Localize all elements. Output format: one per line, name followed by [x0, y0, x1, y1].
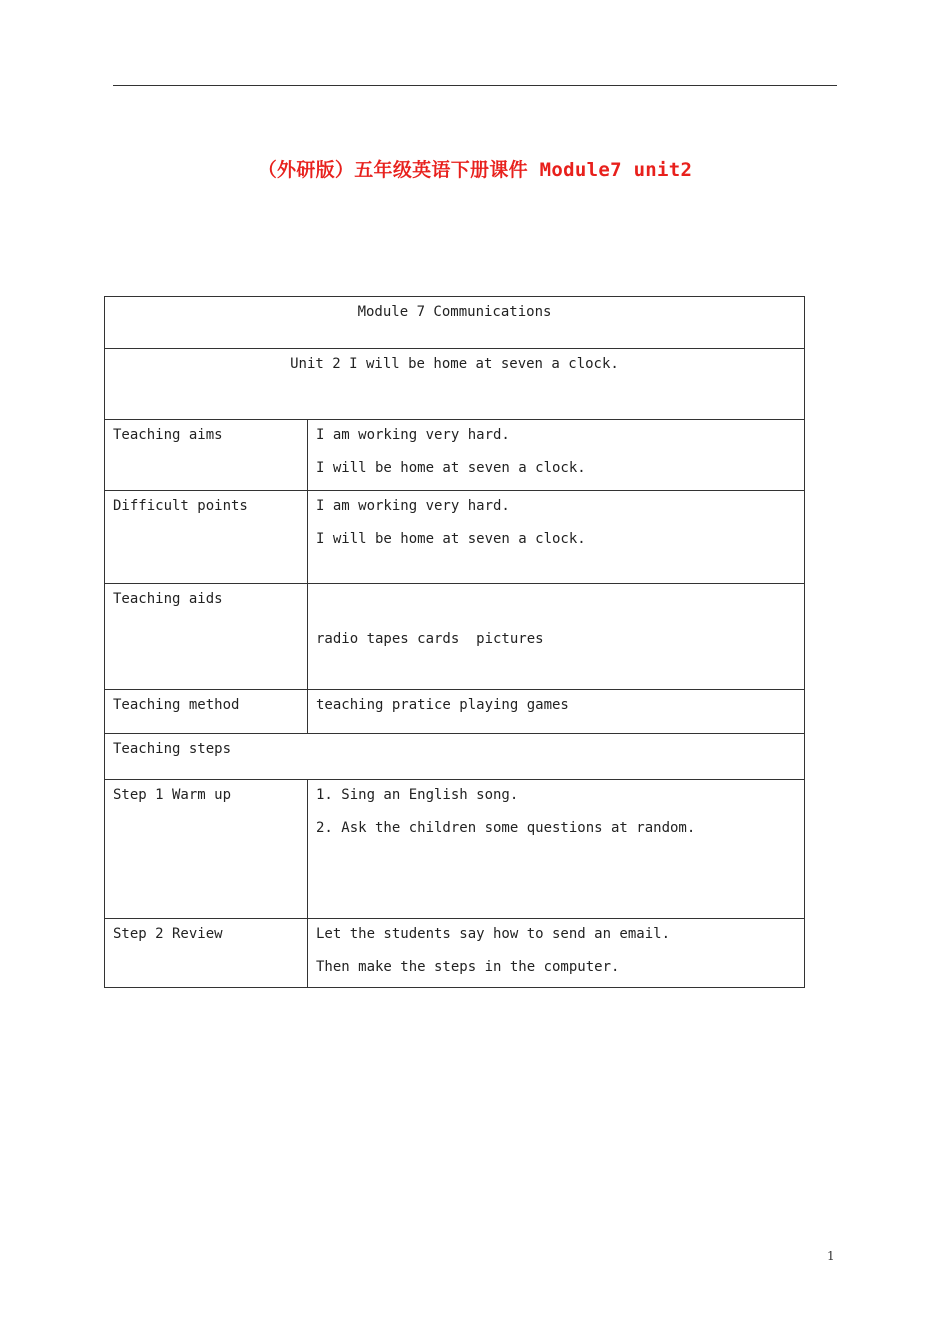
content-line: teaching pratice playing games — [316, 697, 569, 713]
step-content — [308, 919, 805, 988]
unit-heading: Unit 2 I will be home at seven a clock. — [105, 349, 805, 420]
table-row-teaching-aims — [105, 420, 805, 491]
table-row-difficult-points — [105, 491, 805, 584]
module-heading-row — [105, 297, 805, 349]
step-label: Step 2 Review — [105, 919, 308, 988]
table-row-step-1 — [105, 780, 805, 919]
table-row-step-2 — [105, 919, 805, 988]
document-title: （外研版）五年级英语下册课件 Module7 unit2 — [257, 159, 693, 181]
module-heading: Module 7 Communications — [105, 297, 805, 349]
teaching-steps-heading: Teaching steps — [105, 734, 805, 780]
step-label: Step 1 Warm up — [105, 780, 308, 919]
lesson-plan-table — [104, 296, 805, 988]
content-line: Then make the steps in the computer. — [316, 959, 620, 975]
content-line: radio tapes cards pictures — [316, 631, 544, 647]
row-label: Teaching aims — [105, 420, 308, 491]
page-number: 1 — [827, 1249, 835, 1263]
content-line: I am working very hard. — [316, 427, 510, 443]
row-label: Teaching aids — [105, 584, 308, 690]
row-content — [308, 420, 805, 491]
step-content — [308, 780, 805, 919]
header-rule — [113, 85, 837, 86]
row-label: Teaching method — [105, 690, 308, 734]
content-line: I will be home at seven a clock. — [316, 531, 586, 547]
content-line: 2. Ask the children some questions at random. — [316, 820, 696, 836]
row-content — [308, 690, 805, 734]
row-content — [308, 584, 805, 690]
table-row-teaching-method — [105, 690, 805, 734]
table-row-teaching-aids — [105, 584, 805, 690]
row-label: Difficult points — [105, 491, 308, 584]
unit-heading-row — [105, 349, 805, 420]
content-line: 1. Sing an English song. — [316, 787, 519, 803]
content-line: I am working very hard. — [316, 498, 510, 514]
content-line: I will be home at seven a clock. — [316, 460, 586, 476]
content-line: Let the students say how to send an email. — [316, 926, 671, 942]
row-content — [308, 491, 805, 584]
teaching-steps-row — [105, 734, 805, 780]
